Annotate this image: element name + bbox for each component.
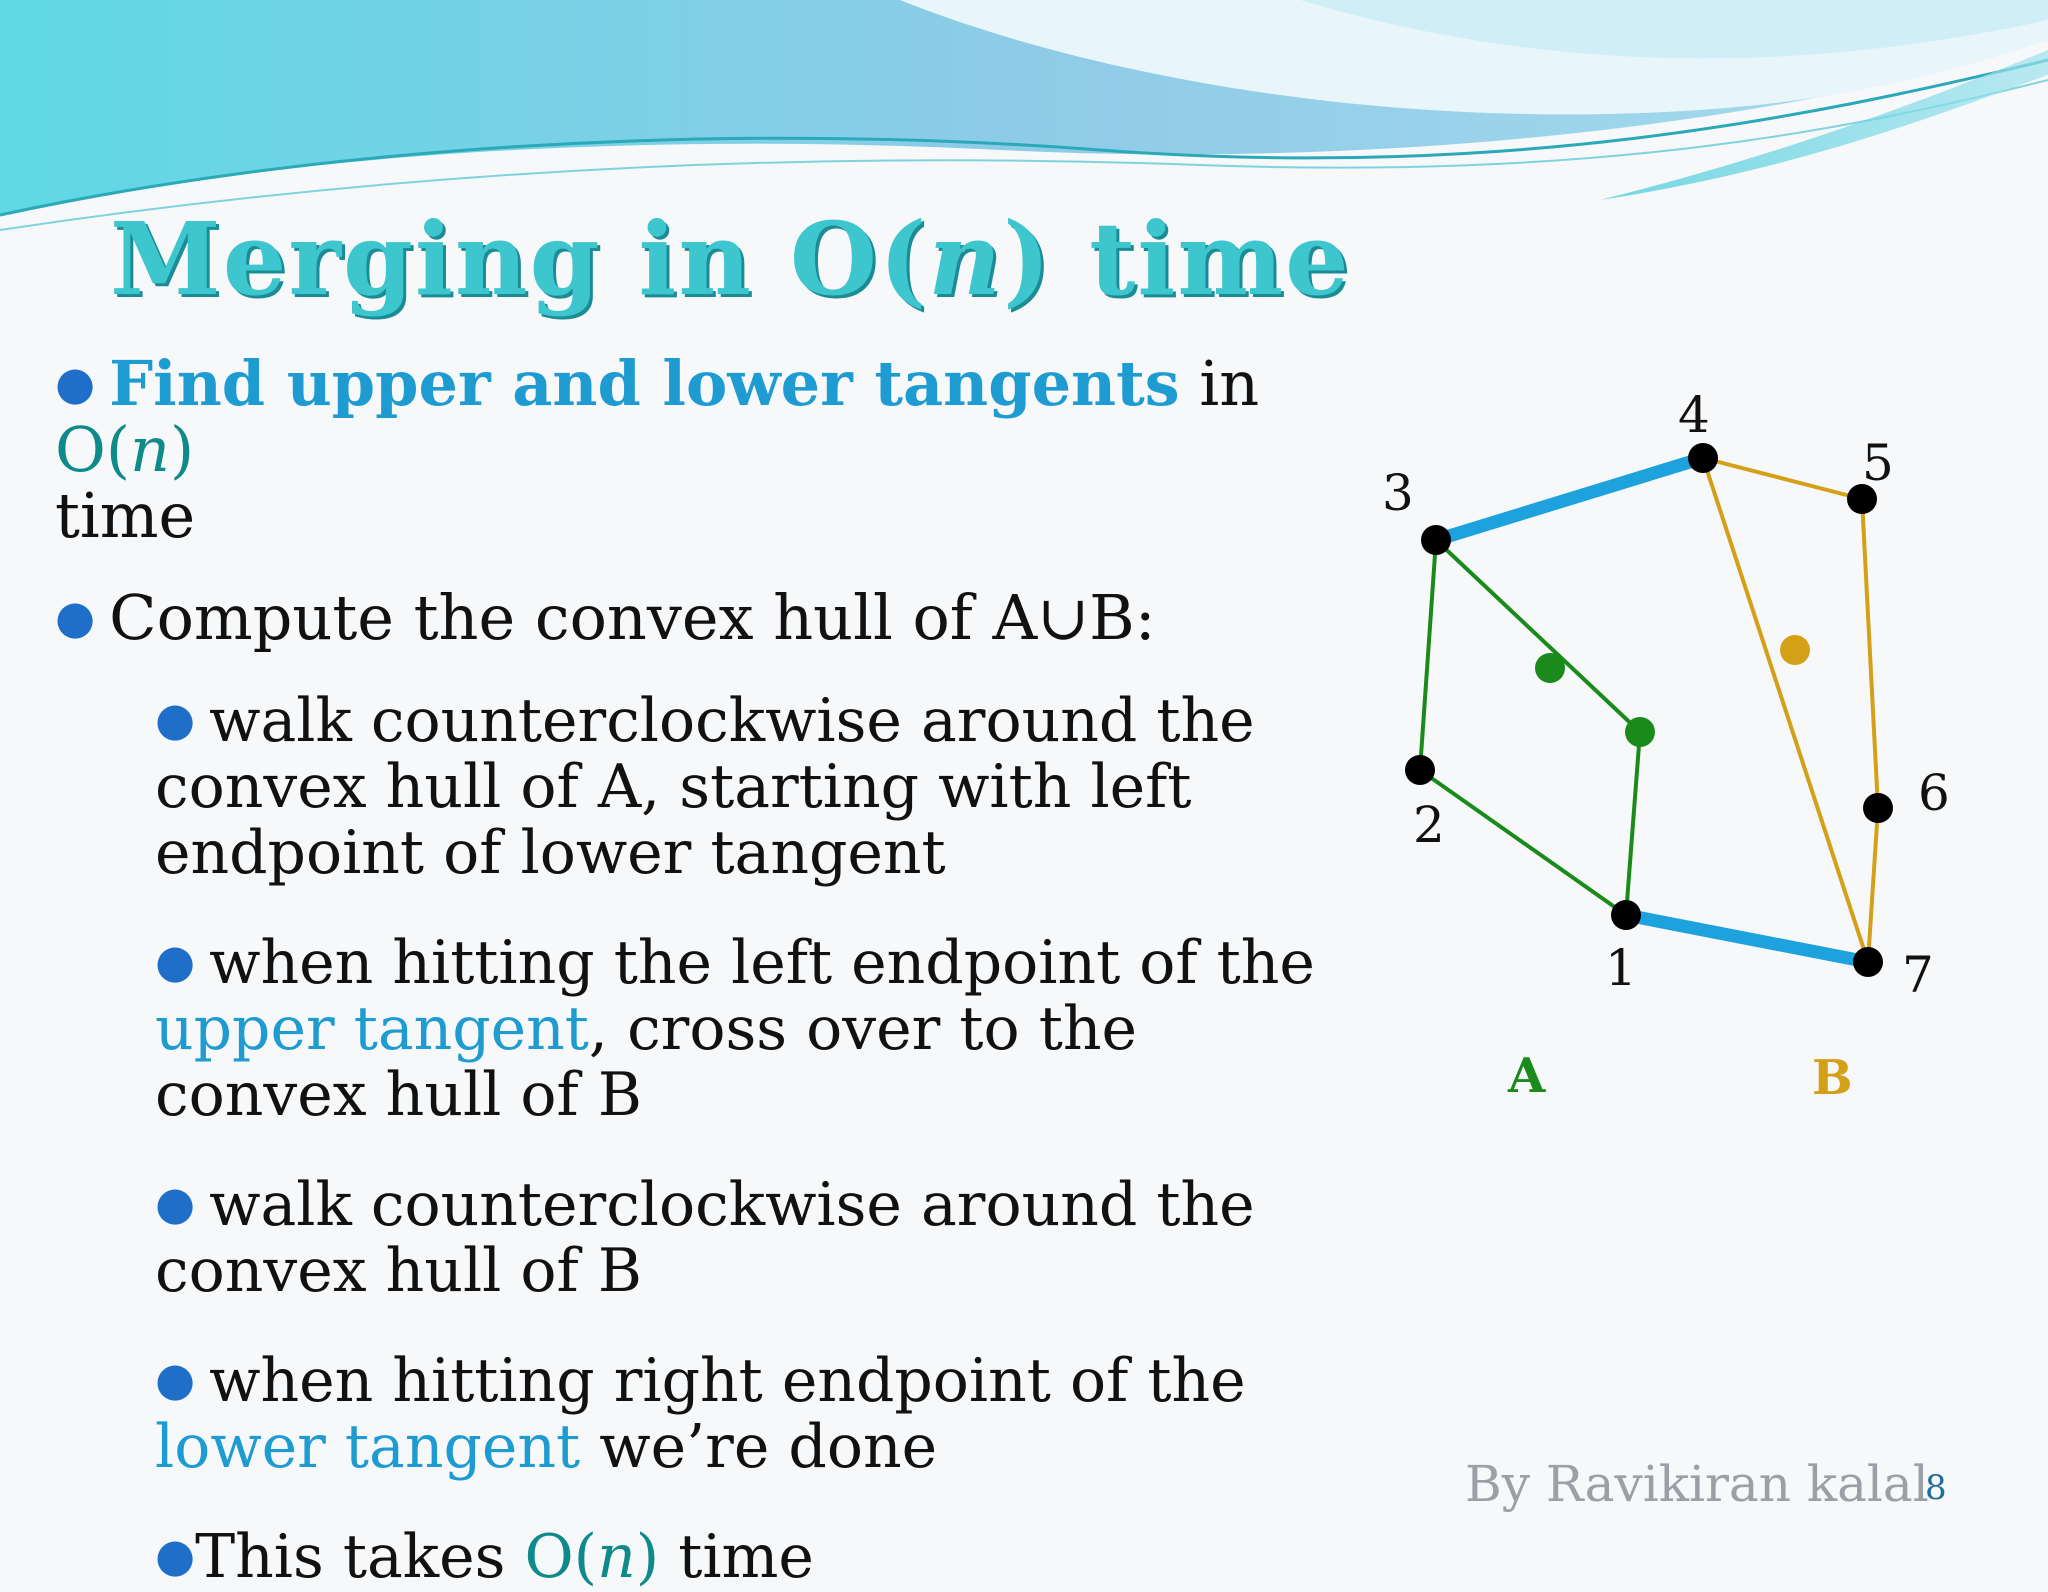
hull-a-edges bbox=[1420, 540, 1640, 915]
bullet-dot-icon: ● bbox=[155, 934, 196, 988]
vertex-label-3: 3 bbox=[1382, 464, 1414, 522]
sub-bullet-text-end: we’re done bbox=[580, 1412, 938, 1482]
sub-bullet-complexity bbox=[155, 1522, 1355, 1590]
page-number: 8 bbox=[1925, 1468, 1947, 1508]
sub-bullet-text: walk counterclockwise around the convex hull of A, starting with left endpoint of lower tangent bbox=[155, 686, 1255, 888]
slide-title bbox=[110, 200, 1351, 318]
vertex-6 bbox=[1863, 793, 1893, 823]
hull-a-edge-3-2 bbox=[1420, 540, 1436, 770]
hull-a-edge-1-inner bbox=[1626, 732, 1640, 915]
vertex-label-5: 5 bbox=[1862, 434, 1894, 492]
interior-point-a bbox=[1535, 653, 1565, 683]
sub-bullet-upper-tangent bbox=[155, 928, 1355, 1128]
bullet-text: Compute the convex hull of A∪B: bbox=[109, 581, 1156, 654]
bullet-dot-icon: ● bbox=[55, 356, 96, 410]
upper-tangent-line bbox=[1436, 458, 1703, 540]
vertex-label-7: 7 bbox=[1902, 946, 1934, 1004]
hull-b-edge-7-4 bbox=[1703, 458, 1868, 962]
interior-point-a-hull bbox=[1625, 717, 1655, 747]
bullet-dot-icon: ● bbox=[55, 590, 96, 644]
convex-hull-merge-diagram bbox=[1340, 380, 1960, 1140]
author-footer: By Ravikiran kalal bbox=[1465, 1455, 1929, 1513]
vertex-7 bbox=[1853, 947, 1883, 977]
vertex-label-2: 2 bbox=[1413, 796, 1445, 854]
bullet-dot-icon: ● bbox=[155, 692, 196, 746]
hull-b-edge-6-7 bbox=[1868, 808, 1878, 962]
vertex-labels bbox=[1382, 386, 1950, 1004]
sub-bullet-text: when hitting the left endpoint of the bbox=[209, 928, 1315, 998]
vertex-3 bbox=[1421, 525, 1451, 555]
lower-tangent-line bbox=[1626, 915, 1868, 962]
bullet-tail: time bbox=[55, 479, 196, 552]
title-suffix: ) time bbox=[1003, 200, 1351, 318]
vertex-2 bbox=[1405, 755, 1435, 785]
vertex-4 bbox=[1688, 443, 1718, 473]
title-prefix: Merging in O( bbox=[110, 200, 929, 318]
sub-bullet-text: This takes bbox=[195, 1522, 525, 1592]
bullet-bold-phrase: Find upper and lower tangents bbox=[109, 347, 1180, 420]
hull-b-edge-4-5 bbox=[1703, 458, 1862, 499]
sub-bullet-text: walk counterclockwise around the convex hull of B bbox=[155, 1170, 1255, 1306]
complexity-term: O(n) bbox=[524, 1522, 660, 1592]
complexity-term: O(n) bbox=[55, 413, 195, 486]
hull-b-edges bbox=[1703, 458, 1878, 962]
bullet-dot-icon: ● bbox=[155, 1528, 196, 1582]
vertex-1 bbox=[1611, 900, 1641, 930]
upper-tangent-term: upper tangent bbox=[155, 994, 589, 1064]
title-variable: n bbox=[928, 200, 1004, 318]
hull-a-edge-inner-3 bbox=[1436, 540, 1640, 732]
hull-a-edge-2-1 bbox=[1420, 770, 1626, 915]
sub-bullet-text: when hitting right endpoint of the bbox=[209, 1346, 1246, 1416]
sub-bullet-walk-a bbox=[155, 686, 1355, 886]
set-b-label: B bbox=[1812, 1050, 1853, 1106]
vertex-label-1: 1 bbox=[1605, 939, 1637, 997]
bullet-text: in bbox=[1179, 347, 1260, 420]
bullet-dot-icon: ● bbox=[155, 1176, 196, 1230]
sub-bullet-text-end: time bbox=[659, 1522, 814, 1592]
interior-point-b bbox=[1780, 635, 1810, 665]
set-a-label: A bbox=[1508, 1048, 1546, 1104]
bullet-find-tangents bbox=[55, 347, 1355, 552]
sub-bullet-lower-tangent bbox=[155, 1346, 1355, 1480]
hull-b-edge-5-6 bbox=[1862, 499, 1878, 808]
bullet-compute-hull bbox=[55, 581, 1355, 654]
sub-bullet-walk-b bbox=[155, 1170, 1355, 1304]
lower-tangent-term: lower tangent bbox=[155, 1412, 581, 1482]
vertex-label-6: 6 bbox=[1918, 764, 1950, 822]
sub-bullet-text-end: , cross over to the convex hull of B bbox=[155, 994, 1137, 1130]
slide-body bbox=[55, 347, 1355, 1592]
bullet-dot-icon: ● bbox=[155, 1352, 196, 1406]
vertex-label-4: 4 bbox=[1678, 386, 1710, 444]
